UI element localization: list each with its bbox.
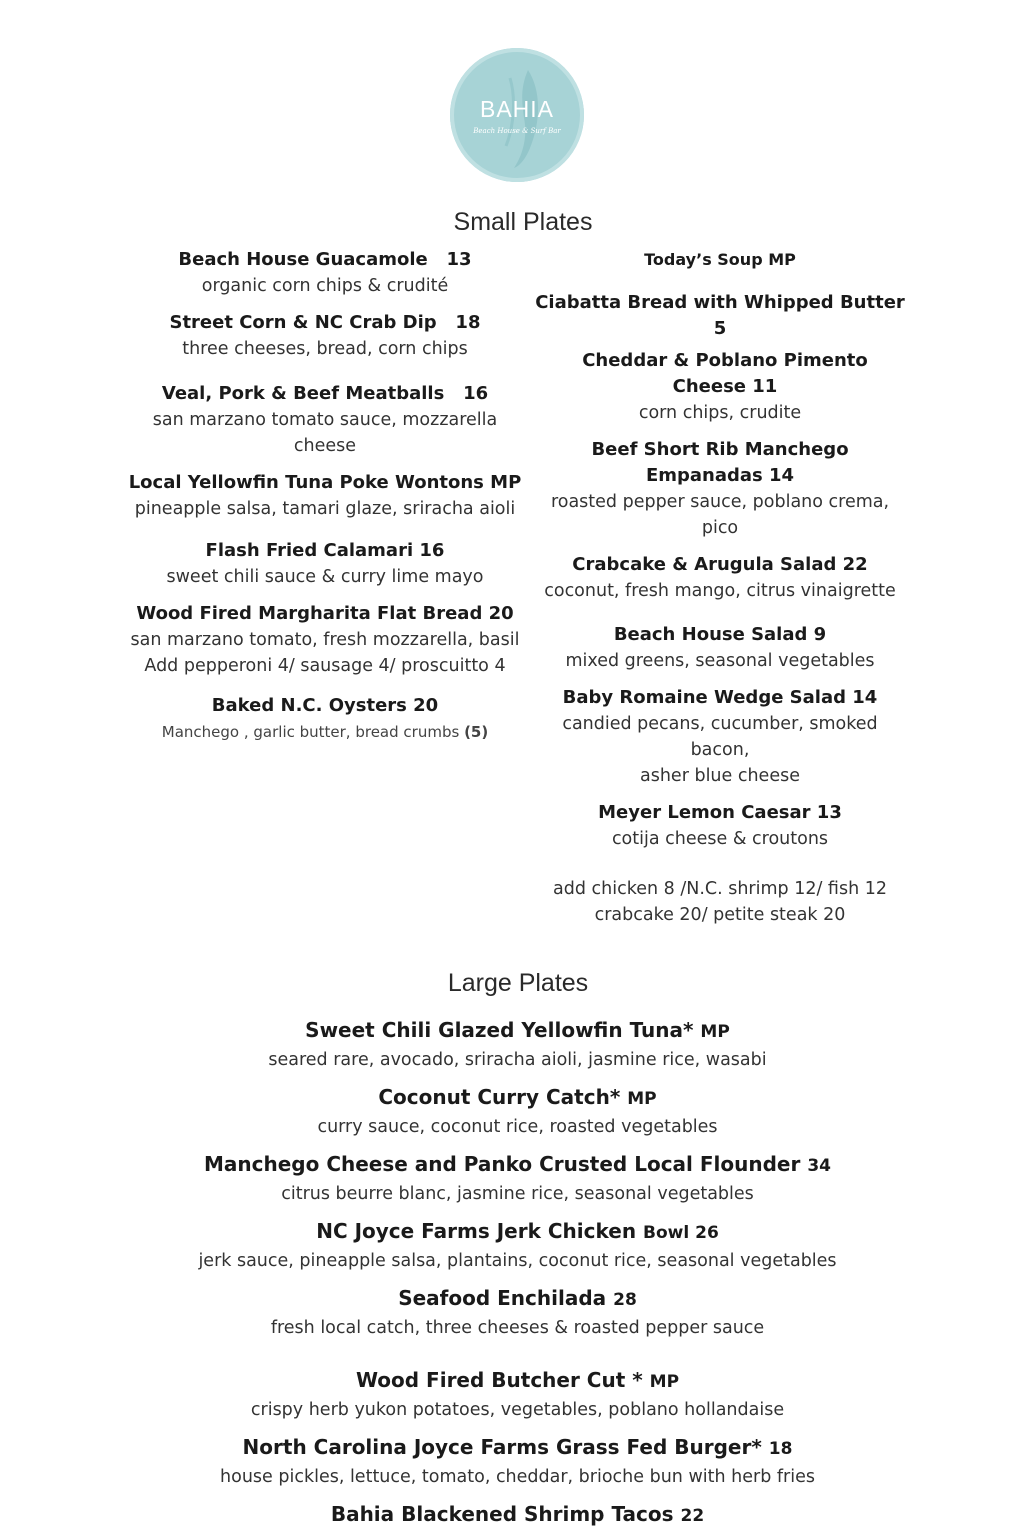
item-price: 22 (680, 1506, 705, 1526)
item-desc (125, 719, 525, 745)
item-price: 18 (768, 1439, 793, 1459)
item-desc: corn chips, crudite (638, 403, 802, 423)
item-name: Beach House Salad 9 (613, 624, 827, 645)
item-desc: san marzano tomato, fresh mozzarella, basil (130, 630, 520, 650)
item-name (100, 1500, 935, 1530)
item-name (100, 1150, 935, 1180)
bahia-logo (450, 48, 584, 182)
item-name (100, 1284, 935, 1314)
item-name: Beach House Guacamole 13 (178, 249, 472, 270)
item-desc: san marzano tomato sauce, mozzarella cheese (152, 410, 498, 456)
addon-line: crabcake 20/ petite steak 20 (594, 905, 846, 925)
item-name: Baby Romaine Wedge Salad 14 (562, 687, 878, 708)
menu-item (125, 693, 525, 745)
item-desc: cotija cheese & croutons (611, 829, 829, 849)
item-desc: citrus beurre blanc, jasmine rice, seasonal vegetables (281, 1184, 754, 1204)
item-title: Manchego Cheese and Panko Crusted Local Flounder (204, 1152, 801, 1176)
item-title: North Carolina Joyce Farms Grass Fed Burger* (242, 1435, 762, 1459)
item-title: Wood Fired Butcher Cut * (355, 1368, 643, 1392)
small-plates-title: Small Plates (453, 208, 593, 236)
item-desc: roasted pepper sauce, poblano crema, pico (550, 492, 890, 538)
item-price: MP (627, 1089, 657, 1109)
menu-item (530, 552, 910, 604)
item-name: Street Corn & NC Crab Dip 18 (169, 312, 481, 333)
item-price: 28 (613, 1290, 637, 1310)
item-name: Veal, Pork & Beef Meatballs 16 (161, 383, 489, 404)
item-name: Beef Short Rib Manchego Empanadas 14 (591, 439, 849, 486)
menu-item (125, 538, 525, 590)
item-desc: crispy herb yukon potatoes, vegetables, poblano hollandaise (250, 1400, 785, 1420)
item-title: NC Joyce Farms Jerk Chicken (316, 1219, 637, 1243)
item-title: Bahia Blackened Shrimp Tacos (330, 1502, 674, 1526)
menu-item (125, 470, 525, 522)
menu-item (530, 685, 910, 789)
item-name (100, 1217, 935, 1247)
menu-item (100, 1284, 935, 1342)
menu-item (125, 601, 525, 679)
item-count: (5) (464, 723, 489, 741)
large-plates-list (100, 1016, 935, 1539)
item-price: MP (649, 1372, 680, 1392)
item-name (100, 1083, 935, 1113)
item-desc: sweet chili sauce & curry lime mayo (166, 567, 484, 587)
item-desc: fresh local catch, three cheeses & roasted pepper sauce (270, 1318, 765, 1338)
item-desc: mixed greens, seasonal vegetables (565, 651, 875, 671)
menu-item (530, 437, 910, 541)
item-desc-text: Manchego , garlic butter, bread crumbs (161, 723, 460, 741)
menu-item (100, 1217, 935, 1275)
menu-item (125, 247, 525, 299)
menu-item (125, 310, 525, 362)
menu-item (100, 1083, 935, 1141)
item-desc: candied pecans, cucumber, smoked bacon, (562, 714, 878, 760)
item-desc: pineapple salsa, tamari glaze, sriracha aioli (134, 499, 516, 519)
item-name (100, 1016, 935, 1046)
protein-addons (530, 876, 910, 928)
logo-name: BAHIA (479, 96, 555, 122)
menu-item (530, 622, 910, 674)
item-name: Ciabatta Bread with Whipped Butter 5 (535, 292, 905, 339)
small-plates-right-column (530, 247, 910, 928)
item-desc: jerk sauce, pineapple salsa, plantains, coconut rice, seasonal vegetables (198, 1251, 837, 1271)
item-price: Bowl 26 (643, 1223, 719, 1243)
menu-item (100, 1500, 935, 1530)
item-name: Wood Fired Margharita Flat Bread 20 (136, 603, 514, 624)
item-price: MP (700, 1022, 730, 1042)
menu-item (530, 290, 910, 342)
item-desc: curry sauce, coconut rice, roasted vegetables (317, 1117, 718, 1137)
menu-item (125, 381, 525, 459)
menu-item (530, 247, 910, 273)
large-plates-title: Large Plates (447, 969, 589, 997)
addon-line: add chicken 8 /N.C. shrimp 12/ fish 12 (553, 879, 887, 899)
item-name: Flash Fried Calamari 16 (205, 540, 445, 561)
item-desc: coconut, fresh mango, citrus vinaigrette (544, 581, 896, 601)
item-title: Sweet Chili Glazed Yellowfin Tuna* (305, 1018, 694, 1042)
item-name: Local Yellowfin Tuna Poke Wontons MP (128, 472, 522, 493)
item-desc: three cheeses, bread, corn chips (182, 339, 468, 359)
item-title: Seafood Enchilada (398, 1286, 607, 1310)
menu-item (100, 1433, 935, 1491)
item-price: 34 (807, 1156, 831, 1176)
item-desc-2: asher blue cheese (640, 766, 800, 786)
item-name (100, 1366, 935, 1396)
item-name (100, 1433, 935, 1463)
menu-item (530, 800, 910, 852)
item-desc: house pickles, lettuce, tomato, cheddar, brioche bun with herb fries (220, 1467, 815, 1487)
menu-item (100, 1150, 935, 1208)
item-name: Cheddar & Poblano Pimento Cheese 11 (582, 350, 868, 397)
menu-item (100, 1366, 935, 1424)
menu-item (530, 348, 910, 426)
item-name: Meyer Lemon Caesar 13 (598, 802, 842, 823)
item-name: Baked N.C. Oysters 20 (211, 695, 439, 716)
item-addons: Add pepperoni 4/ sausage 4/ proscuitto 4 (144, 656, 506, 676)
item-desc: organic corn chips & crudité (201, 276, 449, 296)
item-desc: seared rare, avocado, sriracha aioli, jasmine rice, wasabi (268, 1050, 767, 1070)
small-plates-left-column (125, 247, 525, 756)
item-name: Crabcake & Arugula Salad 22 (572, 554, 868, 575)
menu-item (100, 1016, 935, 1074)
item-name: Today’s Soup MP (644, 250, 796, 269)
item-title: Coconut Curry Catch* (378, 1085, 621, 1109)
logo-tagline: Beach House & Surf Bar (473, 127, 561, 135)
